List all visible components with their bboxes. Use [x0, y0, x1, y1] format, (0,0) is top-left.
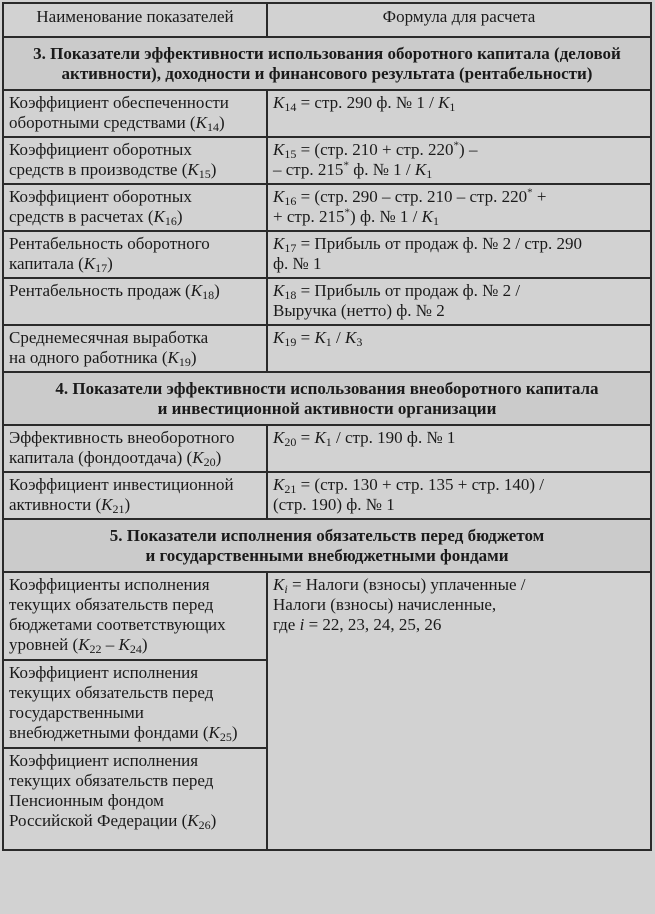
indicator-name: Рентабельность оборотного капитала $(K_{17})$: [3, 231, 267, 278]
table-row-k18: [3, 278, 651, 325]
indicator-name: Среднемесячная выработка на одного работника $(K_{19})$: [3, 325, 267, 372]
table-row-k21: [3, 472, 651, 519]
table-row-k22-k24: [3, 572, 651, 660]
table-header-row: [3, 3, 651, 37]
table-row-k14: [3, 90, 651, 137]
table-row-k19: [3, 325, 651, 372]
indicator-formula: $K_{16} = (стр$. 290 – стр. 210 – стр. 220* + + стр. 215*) ф. № $1 / K_1$: [267, 184, 651, 231]
table-row-k15: [3, 137, 651, 184]
indicator-formula: $K_{14}$ = стр. 290 ф. № $1 / K_1$: [267, 90, 651, 137]
section-5-row: [3, 519, 651, 572]
indicator-name: Рентабельность продаж $(K_{18})$: [3, 278, 267, 325]
section-4-row: [3, 372, 651, 425]
section-3-title: 3. Показатели эффективности использования оборотного капитала (деловой активности), доходности и финансового результата (рентабельности): [3, 37, 651, 90]
indicator-name: Коэффициент исполнения текущих обязательств перед Пенсионным фондом Российской Федерации $(K_{26})$: [3, 748, 267, 850]
indicator-formula: $K_{15} = (стр$. 210 + стр. 220*) – – стр. 215* ф. № $1 / K_1$: [267, 137, 651, 184]
indicator-formula: $K_{18}$ = Прибыль от продаж ф. № 2 / Выручка (нетто) ф. № 2: [267, 278, 651, 325]
indicator-name: Коэффициенты исполнения текущих обязательств перед бюджетами соответствующих уровней $(K_{22} - K_{24})$: [3, 572, 267, 660]
indicator-name: Коэффициент исполнения текущих обязательств перед государственными внебюджетными фондами $(K_{25})$: [3, 660, 267, 748]
section-5-title: 5. Показатели исполнения обязательств перед бюджетом и государственными внебюджетными фондами: [3, 519, 651, 572]
indicator-formula: $K_{17}$ = Прибыль от продаж ф. № 2 / стр. 290 ф. № 1: [267, 231, 651, 278]
indicators-table: [2, 2, 652, 851]
indicator-name: Коэффициент обеспеченности оборотными средствами $(K_{14})$: [3, 90, 267, 137]
indicator-name: Эффективность внеоборотного капитала (фондоотдача) $(K_{20})$: [3, 425, 267, 472]
header-name-column: Наименование показателей: [3, 3, 267, 37]
indicator-formula: $K_{20} = K_1$ / стр. 190 ф. № 1: [267, 425, 651, 472]
table-row-k20: [3, 425, 651, 472]
section-4-title: 4. Показатели эффективности использования внеоборотного капитала и инвестиционной активности организации: [3, 372, 651, 425]
indicator-formula: $K_{19} = K_1 / K_3$: [267, 325, 651, 372]
indicator-formula-merged: $K_i$ = Налоги (взносы) уплаченные / Налоги (взносы) начисленные, где i = 22, 23, 24, 25, 26: [267, 572, 651, 850]
section-3-row: [3, 37, 651, 90]
table-row-k17: [3, 231, 651, 278]
header-formula-column: Формула для расчета: [267, 3, 651, 37]
indicator-name: Коэффициент оборотных средств в расчетах $(K_{16})$: [3, 184, 267, 231]
table-row-k16: [3, 184, 651, 231]
indicator-formula: $K_{21} = (стр$. 130 + стр. 135 + стр. 140) / (стр. 190) ф. № 1: [267, 472, 651, 519]
indicator-name: Коэффициент инвестиционной активности $(K_{21})$: [3, 472, 267, 519]
indicator-name: Коэффициент оборотных средств в производстве $(K_{15})$: [3, 137, 267, 184]
